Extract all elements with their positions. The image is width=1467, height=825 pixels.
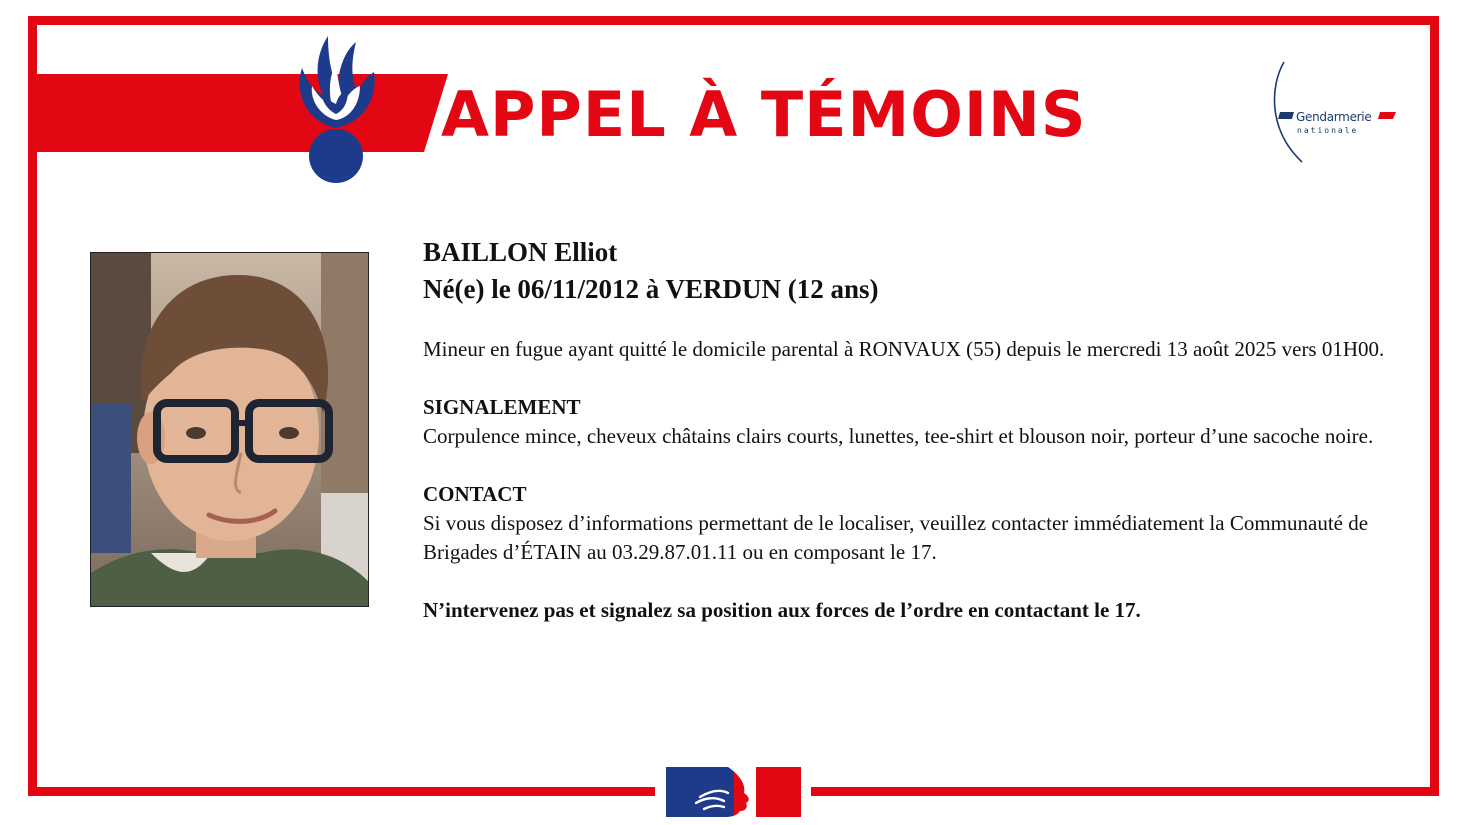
contact-text: Si vous disposez d’informations permettant de le localiser, veuillez contacter immédiatement la Communauté de Brigades d’ÉTAIN au 03.29.87.01.11 ou en composant le 17. [423, 511, 1369, 564]
fugue-description: Mineur en fugue ayant quitté le domicile parental à RONVAUX (55) depuis le mercredi 13 août 2025 vers 01H00. [423, 337, 1385, 361]
republique-francaise-logo [666, 767, 801, 817]
person-photo [90, 252, 369, 607]
page-title: APPEL À TÉMOINS [441, 78, 1087, 151]
signalement-text: Corpulence mince, cheveux châtains clairs courts, lunettes, tee-shirt et blouson noir, porteur d’une sacoche noire. [423, 424, 1374, 448]
gendarmerie-logo-text: Gendarmerie [1296, 110, 1372, 124]
person-photo-image [91, 253, 369, 607]
gendarmerie-grenade-icon [288, 30, 384, 186]
contact-title: CONTACT [423, 482, 527, 506]
final-warning: N’intervenez pas et signalez sa position aux forces de l’ordre en contactant le 17. [423, 598, 1141, 622]
birth-info: Né(e) le 06/11/2012 à VERDUN (12 ans) [423, 274, 879, 304]
frame-border-bottom-right [811, 787, 1439, 796]
notice-content [423, 234, 1398, 625]
frame-border-right [1430, 16, 1439, 796]
gendarmerie-logo-subtext: nationale [1297, 126, 1359, 135]
header-red-band [28, 74, 448, 152]
person-name: BAILLON Elliot [423, 237, 618, 267]
signalement-title: SIGNALEMENT [423, 395, 581, 419]
frame-border-top [28, 16, 1439, 25]
frame-border-bottom-left [28, 787, 655, 796]
